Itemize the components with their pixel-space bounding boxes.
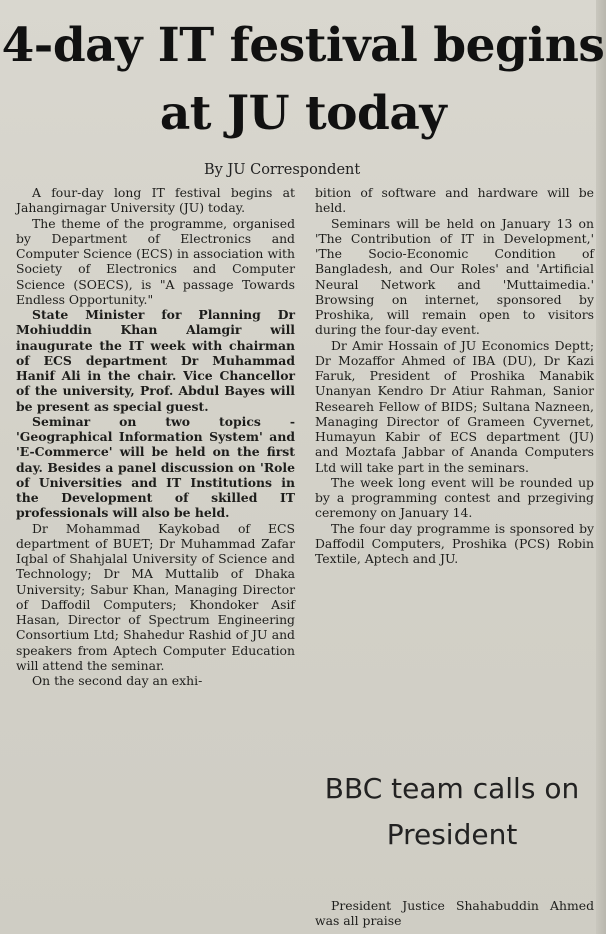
- article-headline: 4-day IT festival begins at JU today: [1, 18, 605, 141]
- article-paragraph: Seminar on two topics - 'Geographical Information System' and 'E-Commerce' will be held on the first day. Besides a panel discussion on 'Role of Universities and IT Institutions in the Development of skilled IT professionals will also be held.: [16, 413, 295, 521]
- article-paragraph: On the second day an exhi-: [32, 673, 203, 688]
- sidebar-story-lead: President Justice Shahabuddin Ahmed was all praise: [315, 898, 594, 929]
- article-paragraph-continuation: bition of software and hardware will be held.: [315, 185, 594, 216]
- article-paragraph: The theme of the programme, organised by Department of Electronics and Computer Science (ECS) in association with Society of Electronics and Computer Science (SOECS), is "A passage Towards Endless Opportunity.": [16, 215, 295, 307]
- article-paragraph: State Minister for Planning Dr Mohiuddin Khan Alamgir will inaugurate the IT week with chairman of ECS department Dr Muhammad Hanif Ali in the chair. Vice Chancellor of the university, Prof. Abdul Bayes will be present as special guest.: [16, 307, 295, 414]
- article-bold-block: [16, 307, 295, 521]
- article-paragraph: Dr Amir Hossain of JU Economics Deptt; Dr Mozaffor Ahmed of IBA (DU), Dr Kazi Faruk, President of Proshika Manabik Unanyan Kendro Dr Atiur Rahman, Sanior Researeh Fellow of BIDS; Sultana Nazneen, Managing Director of Grameen Cyvernet, Humayun Kabir of ECS department (JU) and Moztafa Jabbar of Ananda Computers Ltd will take part in the seminars.: [315, 337, 594, 475]
- sidebar-story-headline: BBC team calls on President: [324, 772, 580, 851]
- article-paragraph: A four-day long IT festival begins at Jahangirnagar University (JU) today.: [16, 185, 295, 216]
- article-right-column: [315, 185, 594, 566]
- article-paragraph: Seminars will be held on January 13 on 'The Contribution of IT in Development,' 'The Socio-Economic Condition of Bangladesh, and Our Roles' and 'Artificial Neural Network and 'Muttaimedia.' Browsing on internet, sponsored by Proshika, will remain open to visitors during the four-day event.: [315, 215, 594, 338]
- article-paragraph: The four day programme is sponsored by Daffodil Computers, Proshika (PCS) Robin Textile, Aptech and JU.: [315, 520, 594, 566]
- article-paragraph: Dr Mohammad Kaykobad of ECS department of BUET; Dr Muhammad Zafar Iqbal of Shahjalal University of Science and Technology; Dr MA Muttalib of Dhaka University; Sabur Khan, Managing Director of Daffodil Computers; Khondoker Asif Hasan, Director of Spectrum Engineering Consortium Ltd; Shahedur Rashid of JU and speakers from Aptech Computer Education will attend the seminar.: [16, 520, 295, 673]
- article-paragraph: The week long event will be rounded up by a programming contest and przegiving ceremony on January 14.: [315, 474, 594, 521]
- article-byline: By JU Correspondent: [204, 162, 361, 178]
- article-left-column: [16, 185, 295, 688]
